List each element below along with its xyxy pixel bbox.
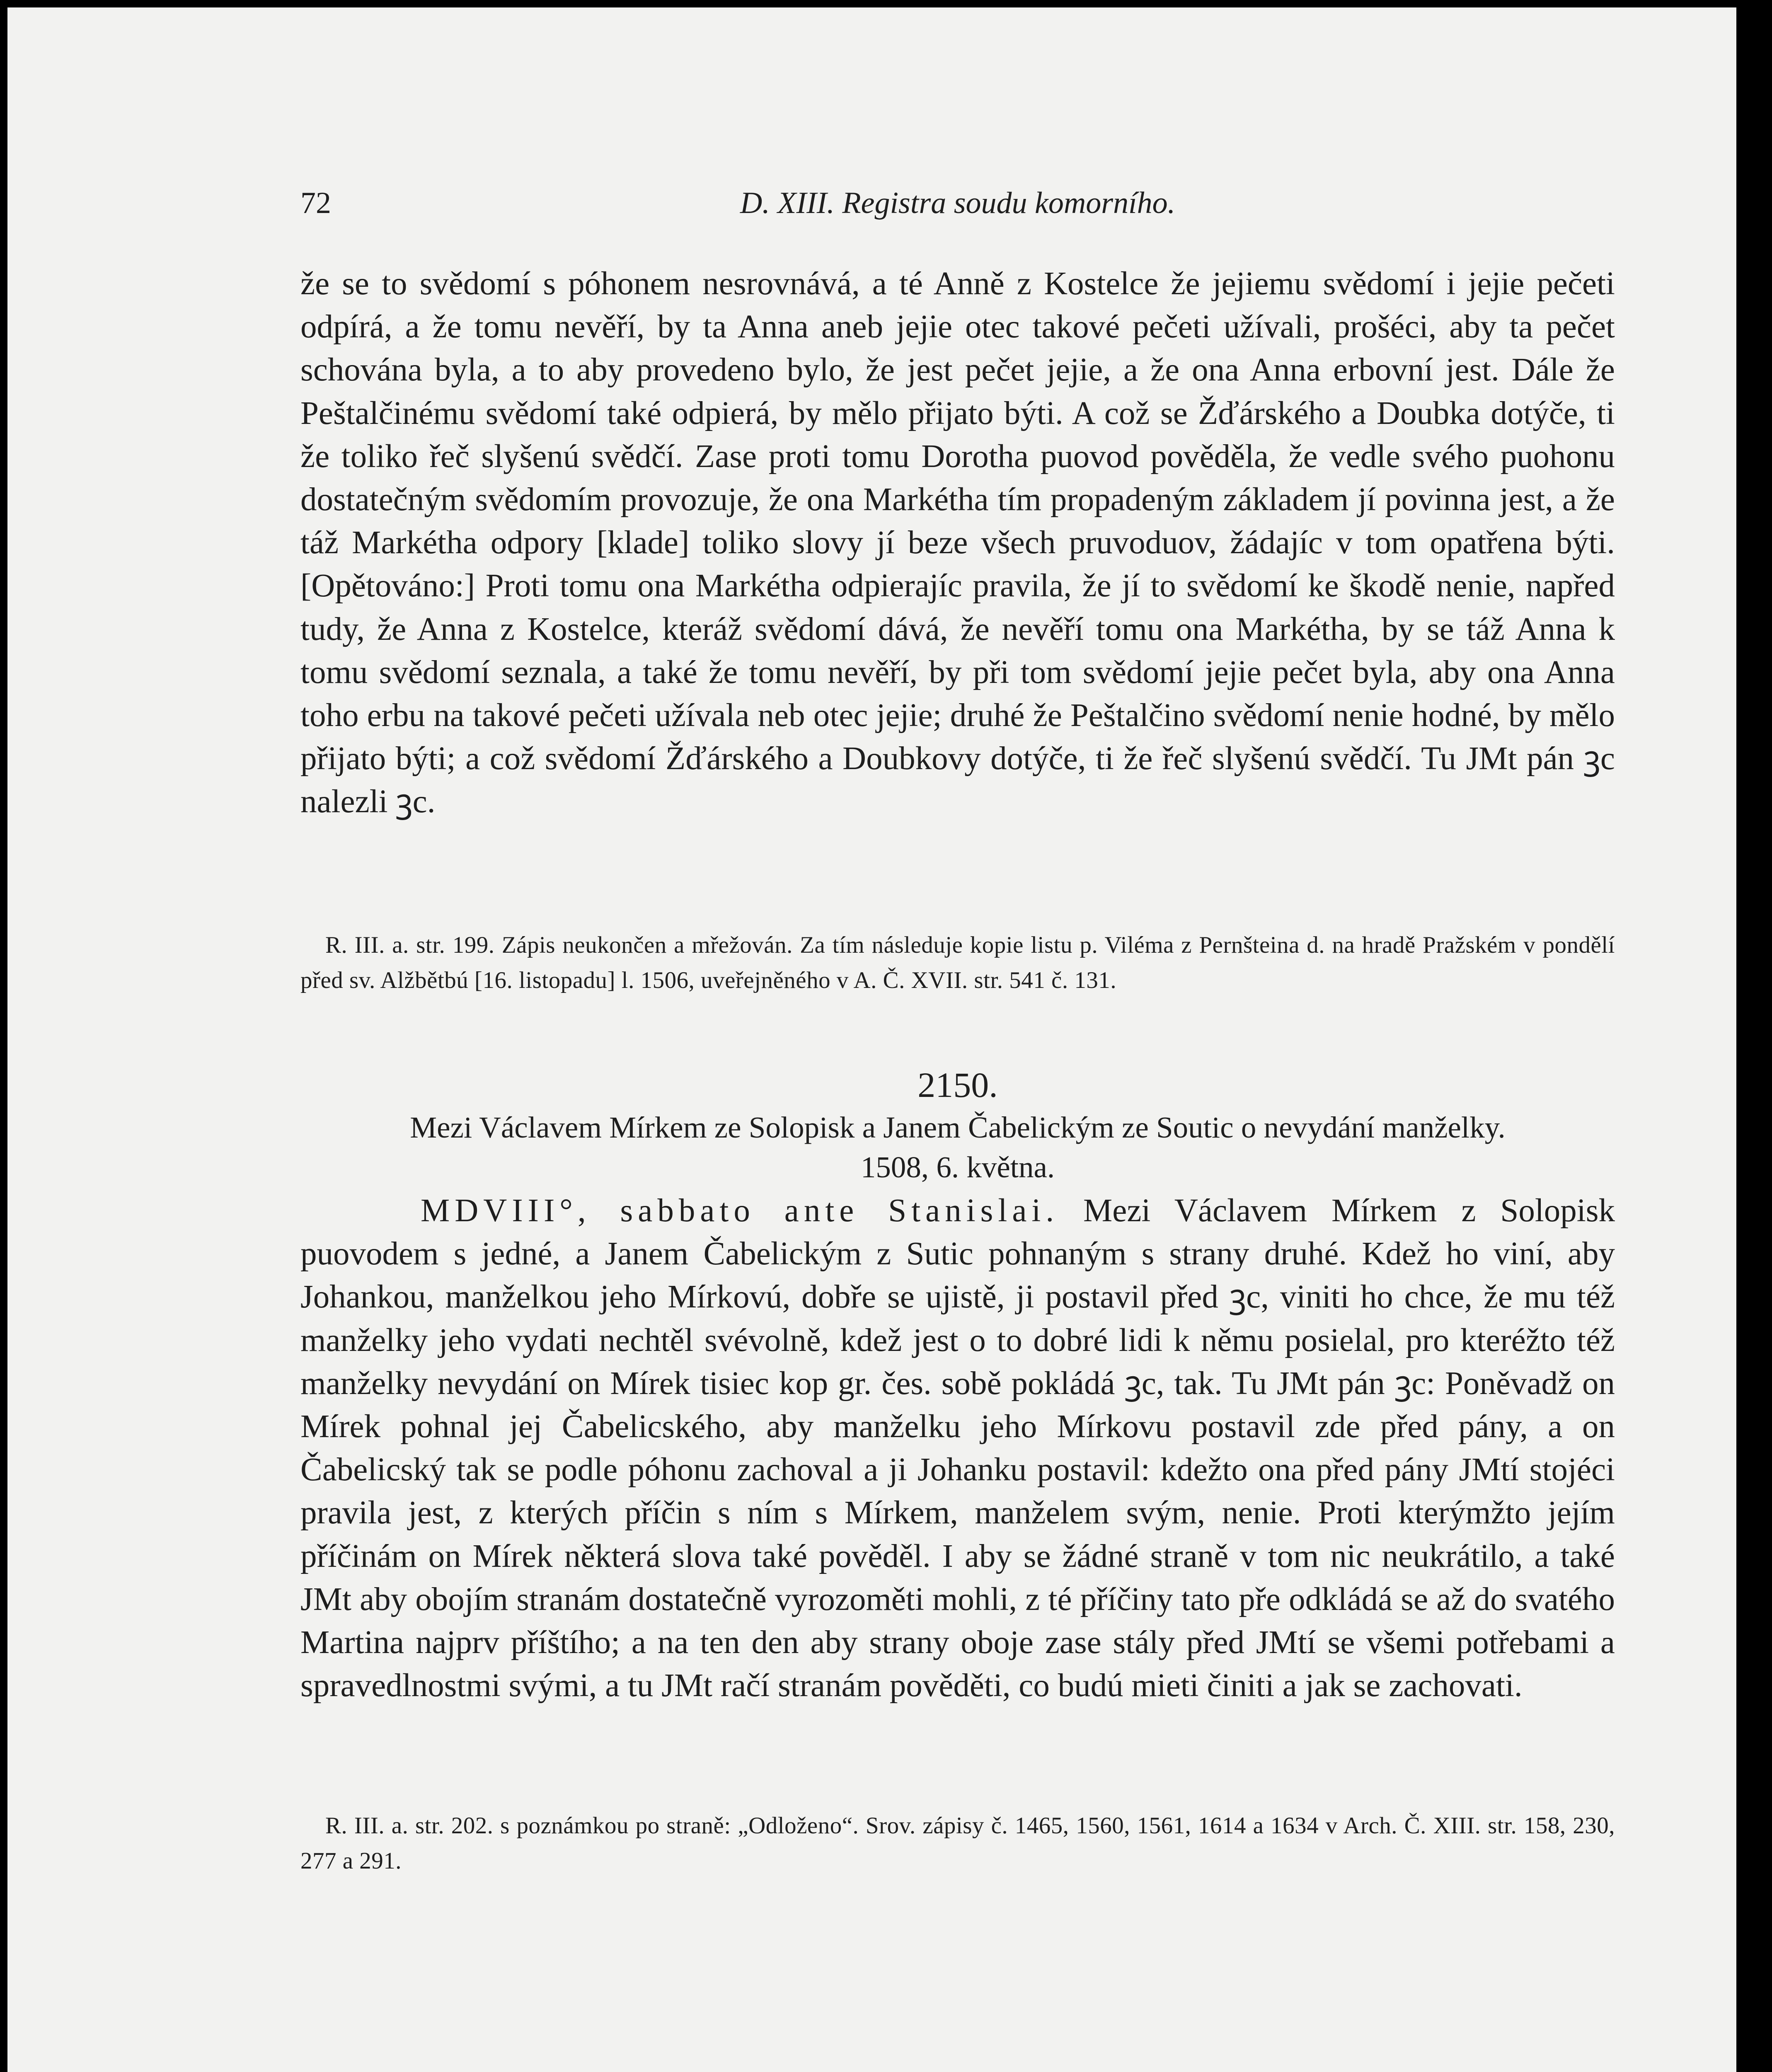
scanned-page	[7, 7, 1736, 2072]
intro-note-section	[300, 927, 1615, 998]
entry-footnote: R. III. a. str. 202. s poznámkou po straně: „Odloženo“. Srov. zápisy č. 1465, 1560, 1561, 1614 a 1634 v Arch. Č. XIII. str. 158, 230, 277 a 291.	[300, 1813, 1615, 1874]
entry-date-phrase: MDVIII°, sabbato ante Stanislai.	[421, 1193, 1059, 1229]
entry-number: 2150.	[917, 1065, 998, 1105]
entry-paragraph	[300, 1189, 1615, 1707]
entry-date: 1508, 6. května.	[860, 1150, 1055, 1184]
entry-note-section	[300, 1808, 1615, 1878]
running-head	[300, 186, 1615, 231]
entry-text: Mezi Václavem Mírkem z Solopisk puovodem s jedné, a Janem Čabelickým z Sutic pohnaným s strany druhé. Kdež ho viní, aby Johankou, manželkou jeho Mírkovú, dobře se ujistě, ji postavil před ꝫc, viniti ho chce, že mu též manželky jeho vydati nechtěl svévolně, kdež jest o to dobré lidi k němu posielal, pro kteréžto též manželky nevydání on Mírek tisiec kop gr. čes. sobě pokládá ꝫc, tak. Tu JMt pán ꝫc: Poněvadž on Mírek pohnal jej Čabelicského, aby manželku jeho Mírkovu postavil zde před pány, a on Čabelicský tak se podle póhonu zachoval a ji Johanku postavil: kdežto ona před pány JMtí stojéci pravila jest, z kterých příčin s ním s Mírkem, manželem svým, nenie. Proti kterýmžto jejím příčinám on Mírek některá slova také pověděl. I aby se žádné straně v tom nic neukrátilo, a také JMt aby obojím stranám dostatečně vyrozoměti mohli, z té příčiny tato pře odkládá se až do svatého Martina najprv příštího; a na ten den aby strany oboje zase stály před JMtí se všemi potřebami a spravedlnostmi svými, a tu JMt račí stranám pověděti, co budú mieti činiti a jak se zachovati.	[300, 1193, 1615, 1704]
entry-body	[300, 1189, 1615, 1707]
running-title: D. XIII. Registra soudu komorního.	[740, 186, 1176, 220]
intro-paragraph: že se to svědomí s póhonem nesrovnává, a té Anně z Kostelce že jejiemu svědomí i jejie pečeti odpírá, a že tomu nevěří, by ta Anna aneb jejie otec takové pečeti užívali, prošéci, aby ta pečet schována byla, a to aby provedeno bylo, že jest pečet jejie, a že ona Anna erbovní jest. Dále že Peštalčinému svědomí také odpierá, by mělo přijato býti. A což se Žďárského a Doubka dotýče, ti že toliko řeč slyšenú svědčí. Zase proti tomu Dorotha puovod pověděla, že vedle svého puohonu dostatečným svědomím provozuje, že ona Markétha tím propadeným základem jí povinna jest, a že táž Markétha odpory [klade] toliko slovy jí beze všech pruvoduov, žádajíc v tom opatřena býti. [Opětováno:] Proti tomu ona Markétha odpierajíc pravila, že jí to svědomí ke škodě nenie, napřed tudy, že Anna z Kostelce, kteráž svědomí dává, že nevěří tomu ona Markétha, by se táž Anna k tomu svědomí seznala, a také že tomu nevěří, by při tom svědomí jejie pečet byla, aby ona Anna toho erbu na takové pečeti užívala neb otec jejie; druhé že Peštalčino svědomí nenie hodné, by mělo přijato býti; a což svědomí Žďárského a Doubkovy dotýče, ti že řeč slyšenú svědčí. Tu JMt pán ꝫc nalezli ꝫc.	[300, 266, 1615, 820]
entry-title: Mezi Václavem Mírkem ze Solopisk a Janem Čabelickým ze Soutic o nevydání manželky.	[410, 1111, 1506, 1144]
intro-footnote: R. III. a. str. 199. Zápis neukončen a mřežován. Za tím následuje kopie listu p. Viléma z Pernšteina d. na hradě Pražském v pondělí před sv. Alžbětbú [16. listopadu] l. 1506, uveřejněného v A. Č. XVII. str. 541 č. 131.	[300, 932, 1615, 993]
intro-section	[300, 262, 1615, 824]
entry-heading	[300, 1062, 1615, 1187]
page-number: 72	[300, 186, 331, 220]
